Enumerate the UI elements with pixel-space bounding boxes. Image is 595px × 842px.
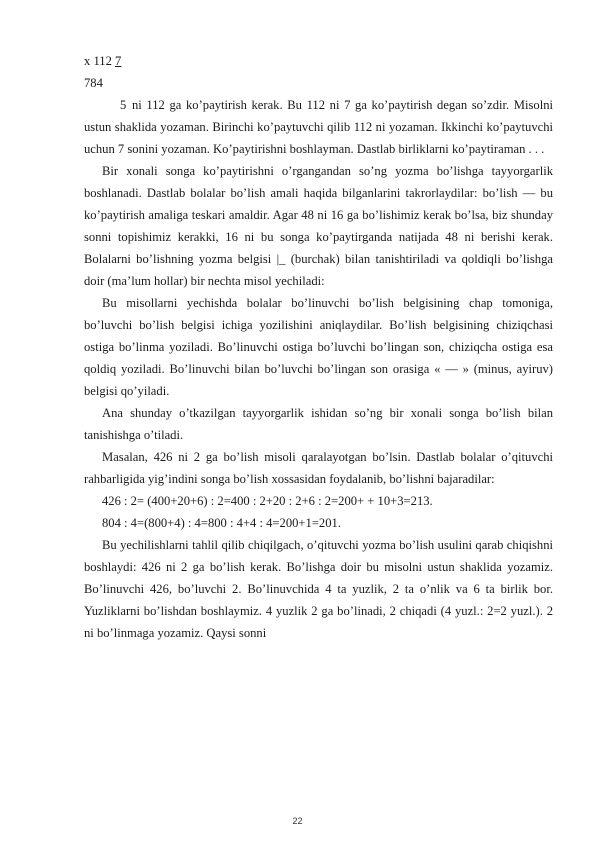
equation-2: 804 : 4=(800+4) : 4=800 : 4+4 : 4=200+1=201. bbox=[102, 516, 341, 531]
multiplication-multiplier: 7 bbox=[115, 54, 122, 68]
paragraph-6: Bu yechilishlarni tahlil qilib chiqilgach, o’qituvchi yozma bo’lish usulini qarab chiqishni boshlaydi: 426 ni 2 ga bo’lish kerak. Bo’lishga doir bu misolni ustun shaklida yozamiz. Bo’linuvchi 426, bo’luvchi 2. Bo’linuvchida 4 ta yuzlik, 2 ta o’nlik va 6 ta birlik bor. Yuzliklarni bo’lishdan boshlaymiz. 4 yuzlik 2 ga bo’linadi, 2 chiqadi (4 yuzl.: 2=2 yuzl.). 2 ni bo’linmaga yozamiz. Qaysi sonni bbox=[84, 538, 553, 641]
document-page bbox=[84, 51, 553, 644]
paragraph-4: Ana shunday o’tkazilgan tayyorgarlik ishidan so’ng bir xonali songa bo’lish bilan tanishishga o’tiladi. bbox=[84, 406, 553, 443]
multiplication-factor: x 112 bbox=[84, 54, 116, 68]
multiplication-result: 784 bbox=[84, 75, 103, 90]
paragraph-2: Bir xonali songa ko’paytirishni o’rgangandan so’ng yozma bo’lishga tayyorgarlik boshlanadi. Dastlab bolalar bo’lish amali haqida bilganlarini takrorlaydilar: bo’lish — bu ko’paytirish amaliga teskari amaldir. Agar 48 ni 16 ga bo’lishimiz kerak bo’lsa, biz shunday sonni topishimiz kerakki, 16 ni bu songa ko’paytirganda natijada 48 ni berishi kerak. Bolalarni bo’lishning yozma belgisi |_ (burchak) bilan tanishtiriladi va qoldiqli bo’lishga doir (ma’lum hollar) bir nechta misol yechiladi: bbox=[84, 164, 553, 289]
equation-1: 426 : 2= (400+20+6) : 2=400 : 2+20 : 2+6 : 2=200+ + 10+3=213. bbox=[102, 494, 433, 509]
paragraph-1 bbox=[84, 94, 553, 160]
page-number: 22 bbox=[292, 816, 303, 826]
paragraph-5: Masalan, 426 ni 2 ga bo’lish misoli qaralayotgan bo’lsin. Dastlab bolalar o’qituvchi rahbarligida yig’indini songa bo’lish xossasidan foydalanib, bo’lishni bajaradilar: bbox=[84, 450, 553, 487]
paragraph-1-number: 5 bbox=[120, 98, 127, 113]
multiplication-line-1 bbox=[84, 51, 553, 73]
paragraph-3: Bu misollarni yechishda bolalar bo’linuvchi bo’lish belgisining chap tomoniga, bo’luvchi bo’lish belgisi ichiga yozilishini aniqlaydilar. Bo’lish belgisining chiziqchasi ostiga bo’linma yoziladi. Bo’linuvchi ostiga bo’luvchi bo’lingan son, chiziqcha ostiga esa qoldiq yoziladi. Bo’linuvchi bilan bo’luvchi bo’lingan son orasiga « — » (minus, ayiruv) belgisi qo’yiladi. bbox=[84, 296, 553, 399]
paragraph-1-text: ni 112 ga ko’paytirish kerak. Bu 112 ni 7 ga ko’paytirish degan so’zdir. Misolni ustun shaklida yozaman. Birinchi ko’paytuvchi qilib 112 ni yozaman. Ikkinchi ko’paytuvchi uchun 7 sonini yozaman. Ko’paytirishni boshlayman. Dastlab birliklarni ko’paytiraman . . . bbox=[84, 98, 553, 157]
